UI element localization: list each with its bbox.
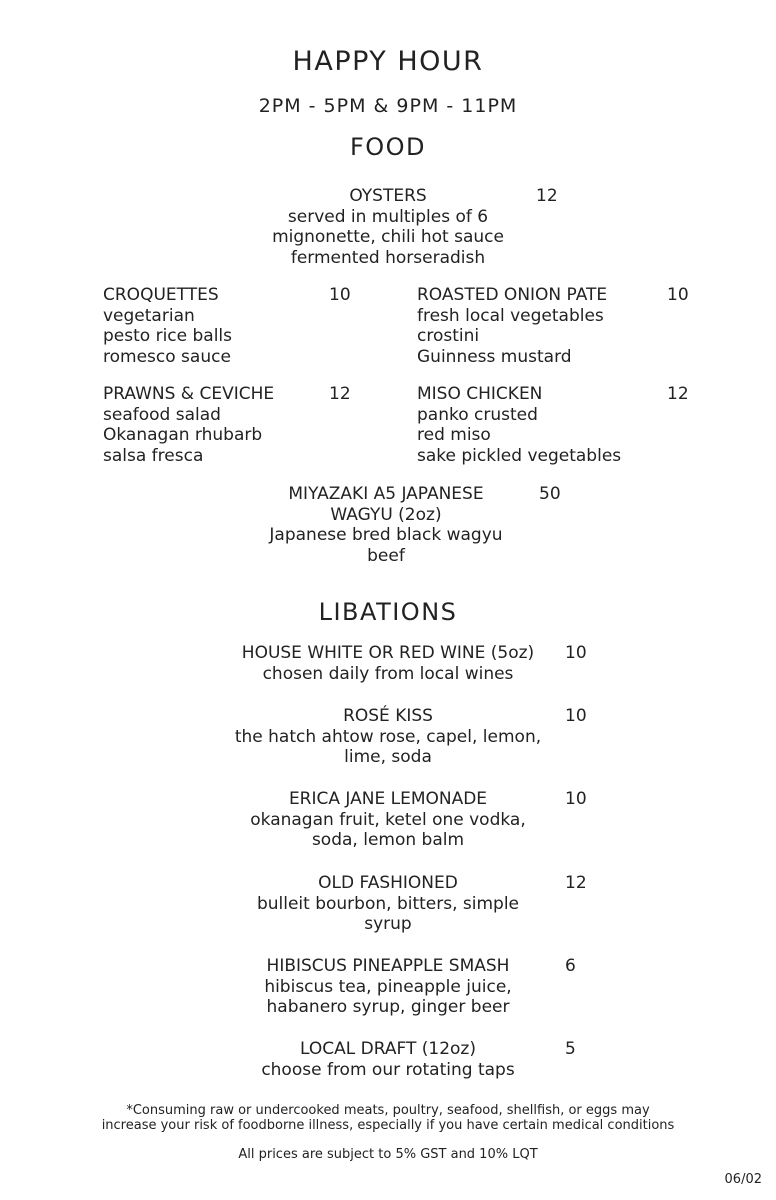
item-description-line: Guinness mustard (417, 346, 572, 367)
item-description-line: hibiscus tea, pineapple juice, (264, 976, 512, 997)
item-description-line: pesto rice balls (103, 326, 233, 346)
item-description-line: panko crusted (417, 404, 538, 425)
menu-item-croquettes (103, 285, 343, 367)
item-description-line: chosen daily from local wines (262, 663, 514, 684)
page-title: HAPPY HOUR (292, 46, 484, 77)
item-name: PRAWNS & CEVICHE (103, 384, 275, 404)
food-safety-warning (0, 1103, 776, 1133)
item-name: ROASTED ONION PATE (417, 285, 608, 305)
item-price: 12 (329, 384, 351, 404)
item-description-line: okanagan fruit, ketel one vodka, (250, 809, 526, 830)
menu-item-miso-chicken (417, 384, 657, 466)
item-description-line: red miso (417, 425, 491, 445)
item-description-line: habanero syrup, ginger beer (266, 997, 510, 1017)
drink-item-old-fashioned (208, 873, 568, 935)
item-description-line: soda, lemon balm (311, 830, 465, 850)
item-name: OLD FASHIONED (318, 873, 458, 893)
tax-note: All prices are subject to 5% GST and 10% LQT (238, 1147, 538, 1162)
menu-item-roasted-onion-pate (417, 285, 657, 367)
item-price: 5 (565, 1039, 576, 1059)
drink-item-rose-kiss (208, 706, 568, 768)
page-code: 06/02 (724, 1172, 762, 1187)
item-price: 12 (667, 384, 689, 404)
libations-heading: LIBATIONS (318, 598, 458, 626)
item-price: 10 (329, 285, 351, 305)
item-description-line: romesco sauce (103, 346, 231, 367)
drink-item-house-wine (208, 643, 568, 684)
item-description-line: vegetarian (103, 305, 195, 326)
item-description-line: salsa fresca (103, 445, 204, 466)
item-name: ROSÉ KISS (343, 706, 433, 726)
item-description-line: mignonette, chili hot sauce (272, 227, 504, 247)
item-description-line: crostini (417, 326, 480, 346)
item-description-line: choose from our rotating taps (261, 1059, 515, 1080)
item-name: HIBISCUS PINEAPPLE SMASH (266, 956, 510, 976)
item-description-line: lime, soda (344, 747, 432, 767)
drink-item-erica-jane-lemonade (208, 789, 568, 851)
item-price: 50 (539, 484, 561, 504)
item-description-line: sake pickled vegetables (417, 445, 622, 466)
menu-item-prawns-ceviche (103, 384, 343, 466)
item-description-line: beef (367, 545, 405, 566)
drink-item-hibiscus-pineapple-smash (208, 956, 568, 1018)
item-description-line: the hatch ahtow rose, capel, lemon, (234, 726, 542, 747)
item-name: CROQUETTES (103, 285, 219, 305)
item-price: 10 (565, 643, 587, 663)
warning-line: *Consuming raw or undercooked meats, poultry, seafood, shellfish, or eggs may (126, 1103, 650, 1118)
item-price: 10 (565, 789, 587, 809)
item-description-line: bulleit bourbon, bitters, simple (256, 893, 520, 914)
item-price: 10 (565, 706, 587, 726)
item-description-line: Okanagan rhubarb (103, 425, 263, 445)
item-name: MISO CHICKEN (417, 384, 543, 404)
item-price: 10 (667, 285, 689, 305)
item-description-line: Japanese bred black wagyu (269, 525, 503, 545)
item-name: OYSTERS (349, 186, 427, 206)
item-price: 12 (536, 186, 558, 206)
item-name: MIYAZAKI A5 JAPANESE (288, 484, 484, 504)
item-name: LOCAL DRAFT (12oz) (300, 1039, 476, 1059)
menu-item-oysters (238, 186, 538, 268)
drink-item-local-draft (208, 1039, 568, 1080)
item-description-line: fresh local vegetables (417, 305, 604, 326)
item-name: HOUSE WHITE OR RED WINE (5oz) (241, 643, 535, 663)
item-description-line: fermented horseradish (290, 247, 486, 268)
item-name: ERICA JANE LEMONADE (288, 789, 488, 809)
item-price: 12 (565, 873, 587, 893)
happy-hour-times: 2PM - 5PM & 9PM - 11PM (258, 95, 518, 117)
item-description-line: syrup (364, 914, 412, 934)
item-price: 6 (565, 956, 576, 976)
item-name: WAGYU (2oz) (330, 504, 442, 525)
food-heading: FOOD (349, 133, 427, 161)
item-description-line: served in multiples of 6 (287, 206, 489, 227)
item-description-line: seafood salad (103, 404, 221, 425)
menu-item-wagyu (236, 484, 536, 566)
warning-line: increase your risk of foodborne illness, especially if you have certain medical conditions (101, 1118, 675, 1133)
